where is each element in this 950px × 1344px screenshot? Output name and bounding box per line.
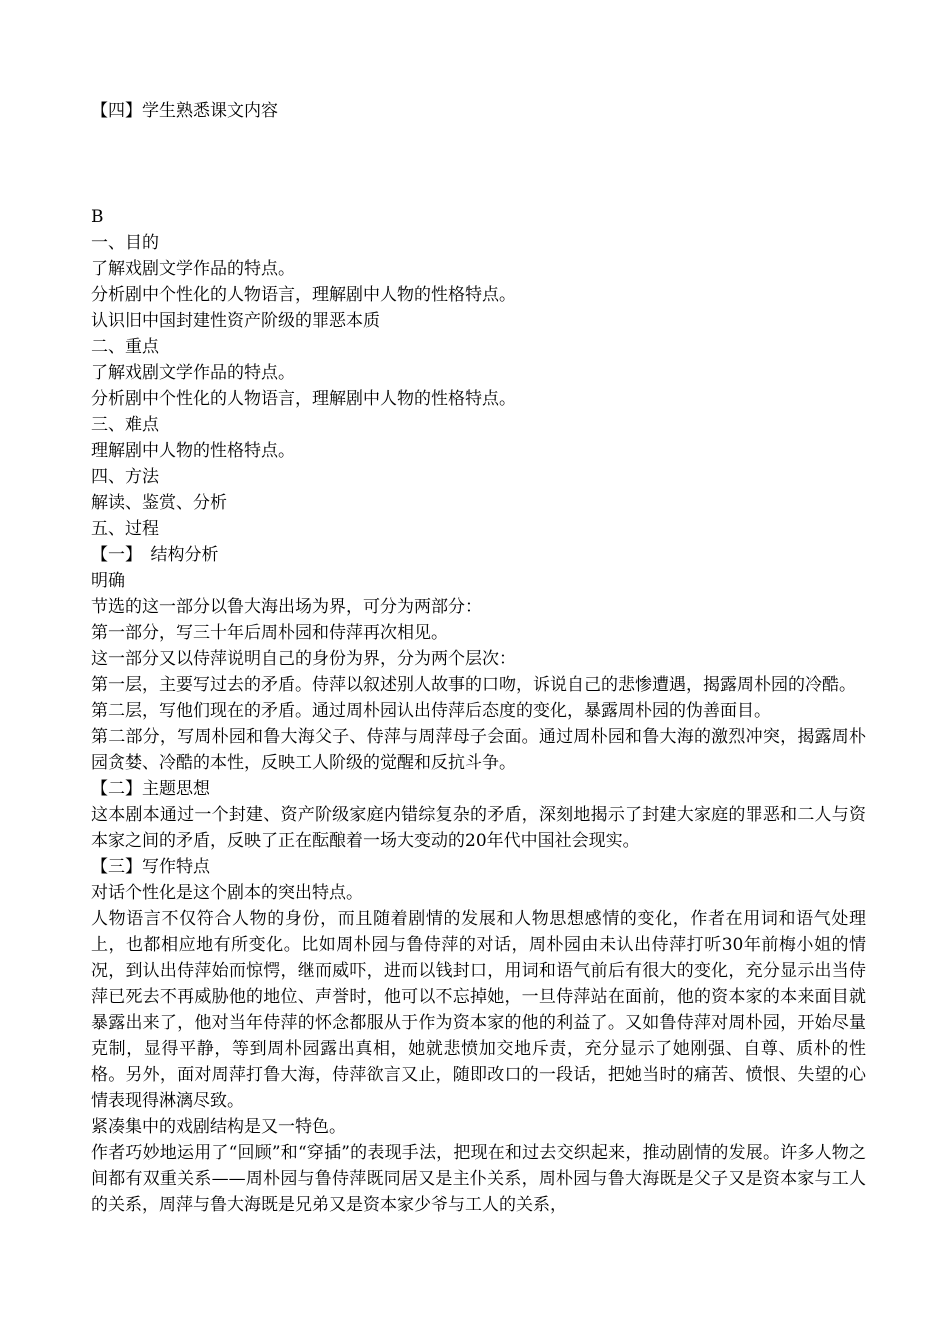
heading-process: 五、过程 <box>91 519 159 539</box>
section-heading-intro: 【四】学生熟悉课文内容 <box>91 101 278 121</box>
difficulty-item: 理解剧中人物的性格特点。 <box>91 441 295 461</box>
writing-paragraph: 作者巧妙地运用了“回顾”和“穿插”的表现手法，把现在和过去交织起来，推动剧情的发展。许多人物之间都有双重关系——周朴园与鲁侍萍既同居又是主仆关系，周朴园与鲁大海既是父子又是资本家与工人的关系，周萍与鲁大海既是兄弟又是资本家少爷与工人的关系， <box>91 1143 866 1215</box>
heading-goals: 一、目的 <box>91 233 159 253</box>
structure-paragraph: 明确 <box>91 571 125 591</box>
structure-paragraph: 第二层，写他们现在的矛盾。通过周朴园认出侍萍后态度的变化，暴露周朴园的伪善面目。 <box>91 701 771 721</box>
heading-theme: 【二】主题思想 <box>91 779 210 799</box>
writing-paragraph: 紧凑集中的戏剧结构是又一特色。 <box>91 1117 346 1137</box>
heading-writing-features: 【三】写作特点 <box>91 857 210 877</box>
goal-item: 了解戏剧文学作品的特点。 <box>91 259 295 279</box>
goal-item: 认识旧中国封建性资产阶级的罪恶本质 <box>91 311 380 331</box>
writing-paragraph: 人物语言不仅符合人物的身份，而且随着剧情的发展和人物思想感情的变化，作者在用词和语气处理上，也都相应地有所变化。比如周朴园与鲁侍萍的对话，周朴园由未认出侍萍打听30年前梅小姐的情况，到认出侍萍始而惊愕，继而威吓，进而以钱封口，用词和语气前后有很大的变化，充分显示出当侍萍已死去不再威胁他的地位、声誉时，他可以不忘掉她，一旦侍萍站在面前，他的资本家的本来面目就暴露出来了，他对当年侍萍的怀念都服从于作为资本家的他的利益了。又如鲁侍萍对周朴园，开始尽量克制，显得平静，等到周朴园露出真相，她就悲愤加交地斥责，充分显示了她刚强、自尊、质朴的性格。另外，面对周萍打鲁大海，侍萍欲言又止，随即改口的一段话，把她当时的痛苦、愤恨、失望的心情表现得淋漓尽致。 <box>91 909 866 1111</box>
structure-paragraph: 第二部分，写周朴园和鲁大海父子、侍萍与周萍母子会面。通过周朴园和鲁大海的激烈冲突，揭露周朴园贪婪、冷酷的本性，反映工人阶级的觉醒和反抗斗争。 <box>91 727 866 773</box>
theme-paragraph: 这本剧本通过一个封建、资产阶级家庭内错综复杂的矛盾，深刻地揭示了封建大家庭的罪恶和二人与资本家之间的矛盾，反映了正在酝酿着一场大变动的20年代中国社会现实。 <box>91 805 866 851</box>
structure-paragraph: 节选的这一部分以鲁大海出场为界，可分为两部分： <box>91 597 482 617</box>
structure-paragraph: 这一部分又以侍萍说明自己的身份为界，分为两个层次： <box>91 649 516 669</box>
writing-paragraph: 对话个性化是这个剧本的突出特点。 <box>91 883 363 903</box>
method-item: 解读、鉴赏、分析 <box>91 493 227 513</box>
heading-structure-analysis: 【一】 结构分析 <box>91 545 219 565</box>
heading-focus: 二、重点 <box>91 337 159 357</box>
focus-item: 分析剧中个性化的人物语言，理解剧中人物的性格特点。 <box>91 389 516 409</box>
heading-method: 四、方法 <box>91 467 159 487</box>
heading-difficulty: 三、难点 <box>91 415 159 435</box>
structure-paragraph: 第一部分，写三十年后周朴园和侍萍再次相见。 <box>91 623 448 643</box>
section-label-b: B <box>91 207 104 227</box>
focus-item: 了解戏剧文学作品的特点。 <box>91 363 295 383</box>
goal-item: 分析剧中个性化的人物语言，理解剧中人物的性格特点。 <box>91 285 516 305</box>
structure-paragraph: 第一层，主要写过去的矛盾。侍萍以叙述别人故事的口吻，诉说自己的悲惨遭遇，揭露周朴园的冷酷。 <box>91 675 856 695</box>
document-body <box>91 204 866 1218</box>
